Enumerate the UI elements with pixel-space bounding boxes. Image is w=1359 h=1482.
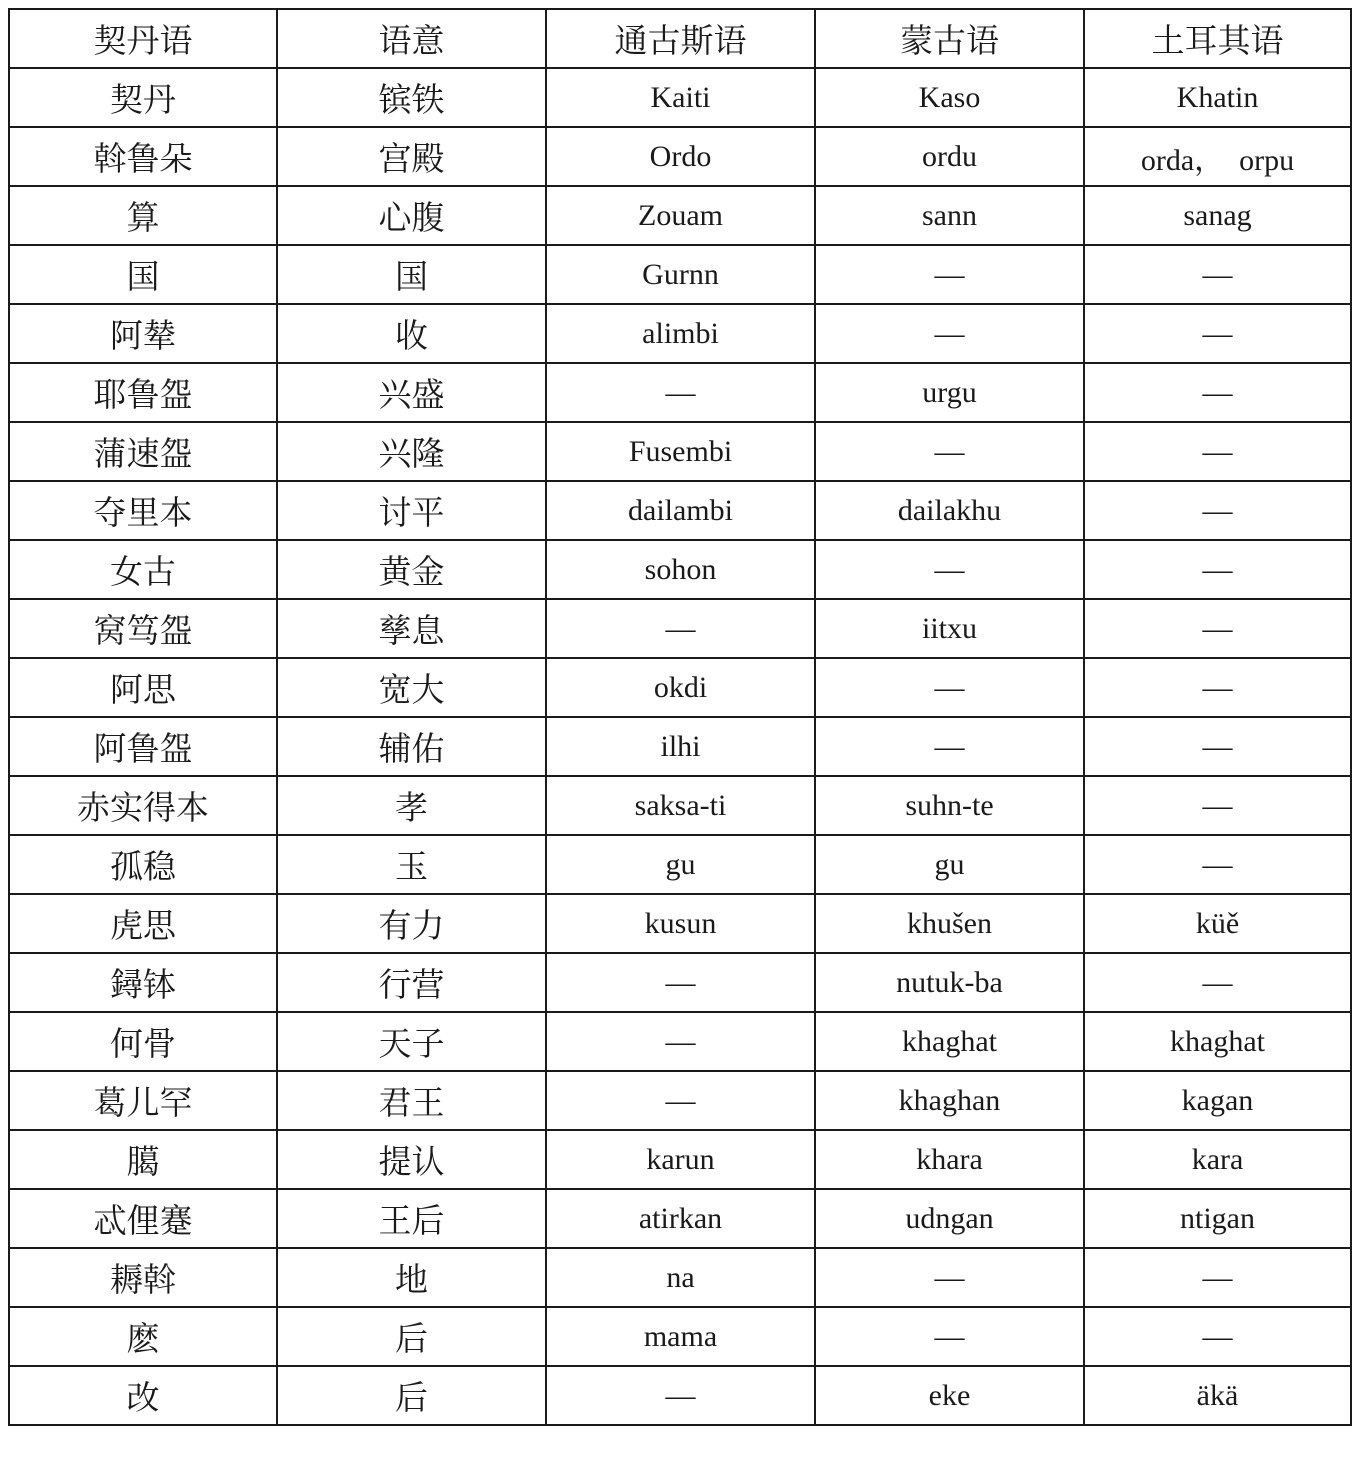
- cell-turkic: —: [1084, 599, 1351, 658]
- cell-mongolian: suhn-te: [815, 776, 1084, 835]
- cell-turkic: —: [1084, 953, 1351, 1012]
- cell-turkic: sanag: [1084, 186, 1351, 245]
- cell-mongolian: khušen: [815, 894, 1084, 953]
- cell-turkic: ntigan: [1084, 1189, 1351, 1248]
- cell-khitan: 蒲速盌: [9, 422, 277, 481]
- cell-khitan: 何骨: [9, 1012, 277, 1071]
- cell-turkic: —: [1084, 658, 1351, 717]
- table-row: [9, 1071, 1351, 1130]
- cell-meaning: 后: [277, 1366, 546, 1425]
- table-row: [9, 127, 1351, 186]
- cell-mongolian: eke: [815, 1366, 1084, 1425]
- table-row: [9, 953, 1351, 1012]
- cell-tungusic: sohon: [546, 540, 815, 599]
- table-row: [9, 1189, 1351, 1248]
- cell-mongolian: nutuk-ba: [815, 953, 1084, 1012]
- cell-turkic: äkä: [1084, 1366, 1351, 1425]
- table-row: [9, 1248, 1351, 1307]
- table-row: [9, 599, 1351, 658]
- cell-mongolian: khaghan: [815, 1071, 1084, 1130]
- cell-khitan: 改: [9, 1366, 277, 1425]
- cell-meaning: 兴盛: [277, 363, 546, 422]
- cell-tungusic: mama: [546, 1307, 815, 1366]
- table-header: [9, 9, 1351, 68]
- cell-turkic: —: [1084, 717, 1351, 776]
- cell-khitan: 阿思: [9, 658, 277, 717]
- cell-turkic: —: [1084, 835, 1351, 894]
- cell-mongolian: iitxu: [815, 599, 1084, 658]
- cell-khitan: 算: [9, 186, 277, 245]
- cell-mongolian: khara: [815, 1130, 1084, 1189]
- cell-tungusic: Zouam: [546, 186, 815, 245]
- cell-turkic: kara: [1084, 1130, 1351, 1189]
- cell-meaning: 宫殿: [277, 127, 546, 186]
- header-khitan: 契丹语: [9, 9, 277, 68]
- cell-khitan: 国: [9, 245, 277, 304]
- header-meaning: 语意: [277, 9, 546, 68]
- cell-tungusic: Kaiti: [546, 68, 815, 127]
- table-body: [9, 68, 1351, 1425]
- cell-meaning: 玉: [277, 835, 546, 894]
- cell-khitan: 契丹: [9, 68, 277, 127]
- cell-tungusic: alimbi: [546, 304, 815, 363]
- cell-mongolian: urgu: [815, 363, 1084, 422]
- cell-turkic: —: [1084, 363, 1351, 422]
- cell-mongolian: —: [815, 540, 1084, 599]
- cell-mongolian: —: [815, 658, 1084, 717]
- cell-mongolian: —: [815, 245, 1084, 304]
- cell-tungusic: Gurnn: [546, 245, 815, 304]
- table-row: [9, 363, 1351, 422]
- cell-khitan: 赤实得本: [9, 776, 277, 835]
- table-row: [9, 245, 1351, 304]
- cell-meaning: 王后: [277, 1189, 546, 1248]
- cell-khitan: 阿辇: [9, 304, 277, 363]
- vocabulary-table: [8, 8, 1352, 1426]
- cell-khitan: 葛儿罕: [9, 1071, 277, 1130]
- cell-turkic: —: [1084, 1248, 1351, 1307]
- cell-mongolian: gu: [815, 835, 1084, 894]
- cell-tungusic: Ordo: [546, 127, 815, 186]
- cell-tungusic: atirkan: [546, 1189, 815, 1248]
- cell-meaning: 君王: [277, 1071, 546, 1130]
- cell-meaning: 后: [277, 1307, 546, 1366]
- cell-meaning: 行营: [277, 953, 546, 1012]
- cell-tungusic: gu: [546, 835, 815, 894]
- cell-mongolian: khaghat: [815, 1012, 1084, 1071]
- cell-khitan: 臈: [9, 1130, 277, 1189]
- table-row: [9, 422, 1351, 481]
- cell-khitan: 忒俚蹇: [9, 1189, 277, 1248]
- table-row: [9, 658, 1351, 717]
- cell-khitan: 耨斡: [9, 1248, 277, 1307]
- cell-mongolian: dailakhu: [815, 481, 1084, 540]
- table-row: [9, 481, 1351, 540]
- cell-meaning: 孳息: [277, 599, 546, 658]
- table-row: [9, 894, 1351, 953]
- cell-tungusic: —: [546, 1366, 815, 1425]
- cell-mongolian: —: [815, 304, 1084, 363]
- cell-khitan: 夺里本: [9, 481, 277, 540]
- cell-tungusic: —: [546, 953, 815, 1012]
- cell-turkic: —: [1084, 1307, 1351, 1366]
- cell-mongolian: —: [815, 1307, 1084, 1366]
- header-turkic: 土耳其语: [1084, 9, 1351, 68]
- cell-meaning: 地: [277, 1248, 546, 1307]
- table-row: [9, 1307, 1351, 1366]
- cell-khitan: 阿鲁盌: [9, 717, 277, 776]
- cell-meaning: 辅佑: [277, 717, 546, 776]
- cell-tungusic: —: [546, 599, 815, 658]
- cell-tungusic: karun: [546, 1130, 815, 1189]
- cell-meaning: 心腹: [277, 186, 546, 245]
- cell-turkic: orda， orpu: [1084, 127, 1351, 186]
- cell-khitan: 虎思: [9, 894, 277, 953]
- cell-turkic: —: [1084, 540, 1351, 599]
- cell-turkic: küě: [1084, 894, 1351, 953]
- cell-khitan: 麽: [9, 1307, 277, 1366]
- cell-tungusic: okdi: [546, 658, 815, 717]
- cell-tungusic: na: [546, 1248, 815, 1307]
- cell-mongolian: —: [815, 422, 1084, 481]
- cell-meaning: 讨平: [277, 481, 546, 540]
- table-row: [9, 540, 1351, 599]
- cell-khitan: 窝笃盌: [9, 599, 277, 658]
- cell-mongolian: udngan: [815, 1189, 1084, 1248]
- cell-turkic: —: [1084, 776, 1351, 835]
- cell-mongolian: —: [815, 717, 1084, 776]
- table-row: [9, 1366, 1351, 1425]
- cell-meaning: 收: [277, 304, 546, 363]
- cell-meaning: 天子: [277, 1012, 546, 1071]
- cell-turkic: —: [1084, 481, 1351, 540]
- cell-tungusic: —: [546, 363, 815, 422]
- cell-meaning: 宽大: [277, 658, 546, 717]
- cell-turkic: Khatin: [1084, 68, 1351, 127]
- cell-tungusic: saksa-ti: [546, 776, 815, 835]
- cell-tungusic: kusun: [546, 894, 815, 953]
- cell-khitan: 女古: [9, 540, 277, 599]
- table-row: [9, 1130, 1351, 1189]
- table-row: [9, 304, 1351, 363]
- cell-tungusic: —: [546, 1012, 815, 1071]
- table-row: [9, 717, 1351, 776]
- table-row: [9, 776, 1351, 835]
- header-tungusic: 通古斯语: [546, 9, 815, 68]
- cell-tungusic: dailambi: [546, 481, 815, 540]
- cell-meaning: 镔铁: [277, 68, 546, 127]
- cell-khitan: 鐞钵: [9, 953, 277, 1012]
- cell-meaning: 黄金: [277, 540, 546, 599]
- header-mongolian: 蒙古语: [815, 9, 1084, 68]
- table-row: [9, 186, 1351, 245]
- table-row: [9, 835, 1351, 894]
- cell-meaning: 提认: [277, 1130, 546, 1189]
- table-row: [9, 1012, 1351, 1071]
- cell-tungusic: Fusembi: [546, 422, 815, 481]
- cell-tungusic: —: [546, 1071, 815, 1130]
- cell-turkic: kagan: [1084, 1071, 1351, 1130]
- header-row: [9, 9, 1351, 68]
- cell-mongolian: sann: [815, 186, 1084, 245]
- cell-turkic: khaghat: [1084, 1012, 1351, 1071]
- cell-mongolian: Kaso: [815, 68, 1084, 127]
- cell-mongolian: —: [815, 1248, 1084, 1307]
- cell-meaning: 孝: [277, 776, 546, 835]
- table-row: [9, 68, 1351, 127]
- cell-turkic: —: [1084, 245, 1351, 304]
- cell-meaning: 国: [277, 245, 546, 304]
- cell-meaning: 兴隆: [277, 422, 546, 481]
- cell-khitan: 斡鲁朵: [9, 127, 277, 186]
- cell-mongolian: ordu: [815, 127, 1084, 186]
- cell-turkic: —: [1084, 304, 1351, 363]
- cell-tungusic: ilhi: [546, 717, 815, 776]
- cell-turkic: —: [1084, 422, 1351, 481]
- cell-khitan: 耶鲁盌: [9, 363, 277, 422]
- cell-meaning: 有力: [277, 894, 546, 953]
- cell-khitan: 孤稳: [9, 835, 277, 894]
